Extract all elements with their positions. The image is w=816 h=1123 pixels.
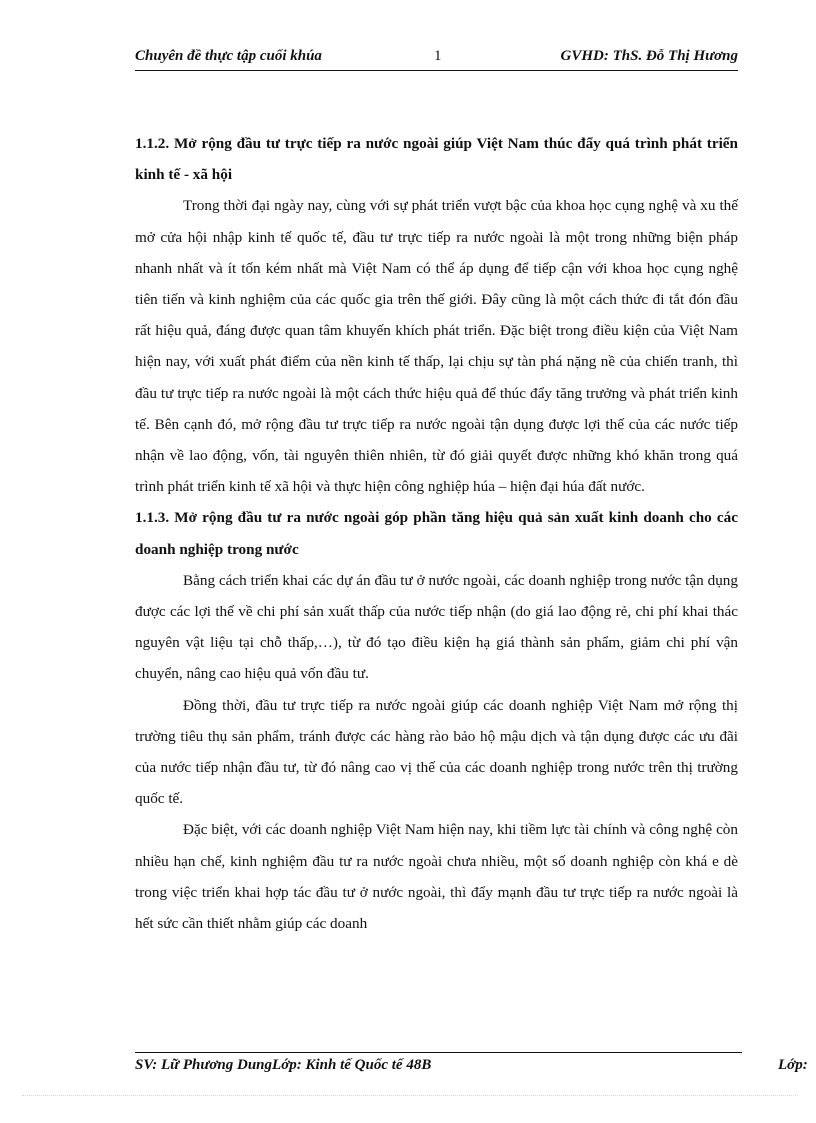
page-bottom-divider bbox=[22, 1095, 798, 1096]
paragraph: Đặc biệt, với các doanh nghiệp Việt Nam hiện nay, khi tiềm lực tài chính và công nghệ còn nhiều hạn chế, kinh nghiệm đầu tư ra nước ngoài chưa nhiều, một số doanh nghiệp còn khá e dè trong việc triển khai hợp tác đầu tư ở nước ngoài, thì đẩy mạnh đầu tư trực tiếp ra nước ngoài là hết sức cần thiết nhằm giúp các doanh bbox=[135, 821, 738, 933]
page-footer bbox=[135, 1057, 815, 1074]
footer-student: SV: Lữ Phương DungLớp: Kinh tế Quốc tế 48B bbox=[135, 1057, 432, 1073]
page-header bbox=[135, 46, 738, 71]
page-number: 1 bbox=[434, 48, 442, 64]
header-title: Chuyên đề thực tập cuối khúa bbox=[135, 48, 322, 64]
document-body bbox=[135, 128, 738, 939]
header-supervisor: GVHD: ThS. Đỗ Thị Hương bbox=[560, 48, 738, 64]
paragraph: Đồng thời, đầu tư trực tiếp ra nước ngoài giúp các doanh nghiệp Việt Nam mở rộng thị trường tiêu thụ sản phẩm, tránh được các hàng rào bảo hộ mậu dịch và tận dụng được các ưu đãi của nước tiếp nhận đầu tư, từ đó nâng cao vị thế của các doanh nghiệp trong nước trên thị trường quốc tế. bbox=[135, 696, 738, 808]
paragraph: Bằng cách triển khai các dự án đầu tư ở nước ngoài, các doanh nghiệp trong nước tận dụng được các lợi thế về chi phí sản xuất thấp của nước tiếp nhận (do giá lao động rẻ, chi phí khai thác nguyên vật liệu tại chỗ thấp,…), từ đó tạo điều kiện hạ giá thành sản phẩm, giảm chi phí vận chuyển, nâng cao hiệu quả vốn đầu tư. bbox=[135, 571, 738, 683]
section-heading-1-1-2: 1.1.2. Mở rộng đầu tư trực tiếp ra nước ngoài giúp Việt Nam thúc đẩy quá trình phát triển kinh tế - xã hội bbox=[135, 135, 738, 184]
paragraph: Trong thời đại ngày nay, cùng với sự phát triển vượt bậc của khoa học cụng nghệ và xu thế mở cửa hội nhập kinh tế quốc tế, đầu tư trực tiếp ra nước ngoài là một trong những biện pháp nhanh nhất và ít tốn kém nhất mà Việt Nam có thể áp dụng để tiếp cận với khoa học cụng nghệ tiên tiến và kinh nghiệm của các quốc gia trên thế giới. Đây cũng là một cách thức đi tắt đón đầu rất hiệu quả, đáng được quan tâm khuyến khích phát triển. Đặc biệt trong điều kiện của Việt Nam hiện nay, với xuất phát điểm của nền kinh tế thấp, lại chịu sự tàn phá nặng nề của chiến tranh, thì đầu tư trực tiếp ra nước ngoài là một cách thức hiệu quả để thúc đẩy tăng trưởng và phát triển kinh tế. Bên cạnh đó, mở rộng đầu tư trực tiếp ra nước ngoài tận dụng được lợi thế của các nước tiếp nhận về lao động, vốn, tài nguyên thiên nhiên, từ đó giải quyết được những khó khăn trong quá trình phát triển kinh tế xã hội và thực hiện công nghiệp húa – hiện đại húa đất nước. bbox=[135, 197, 738, 496]
footer-class: Lớp: bbox=[778, 1057, 808, 1073]
section-heading-1-1-3: 1.1.3. Mở rộng đầu tư ra nước ngoài góp phần tăng hiệu quả sản xuất kinh doanh cho các doanh nghiệp trong nước bbox=[135, 509, 738, 558]
footer-divider bbox=[135, 1052, 742, 1053]
